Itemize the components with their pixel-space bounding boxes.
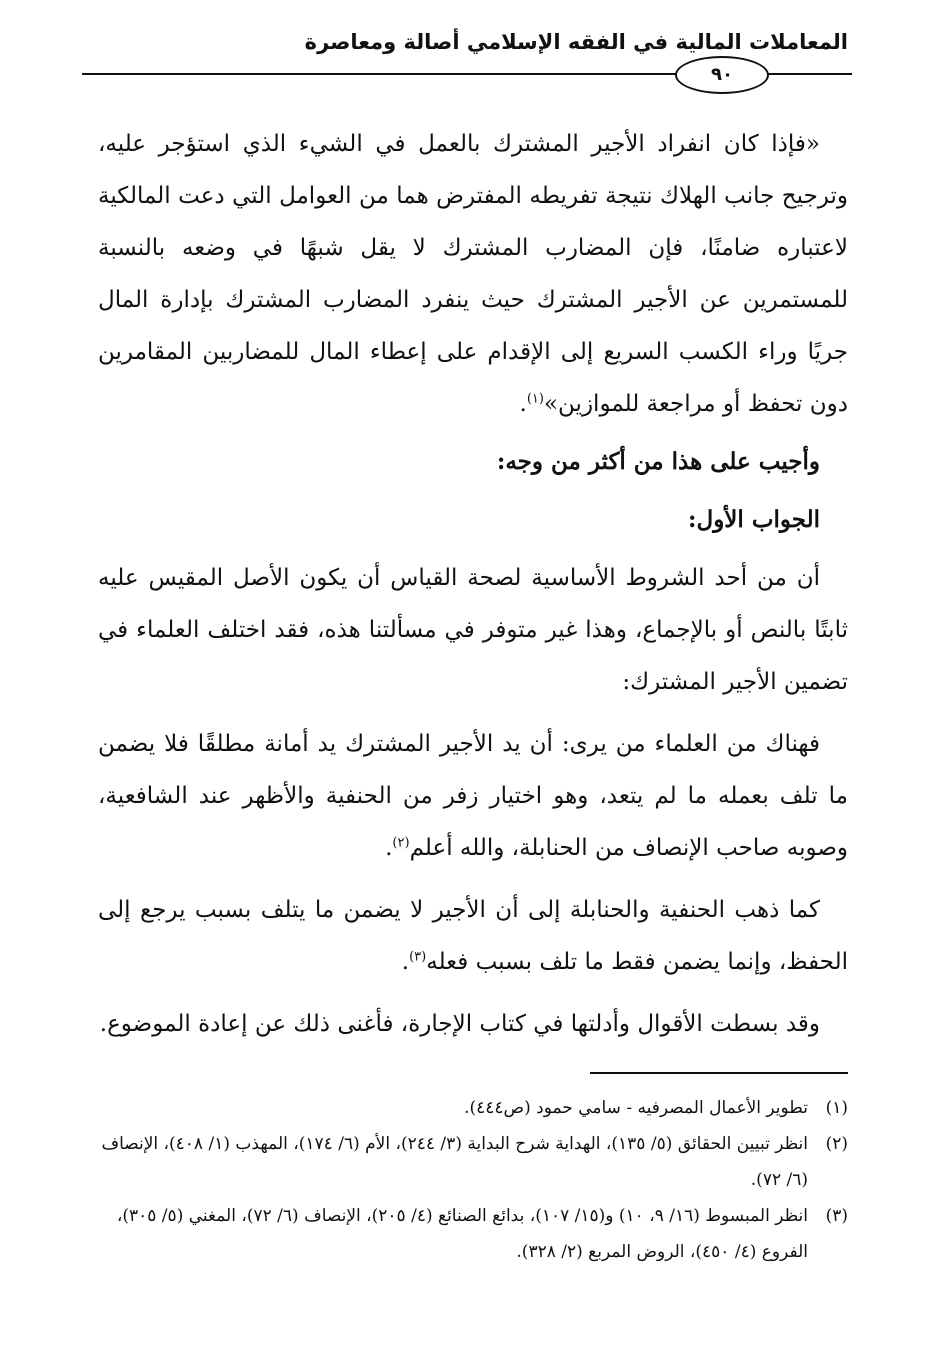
answer-intro: وأجيب على هذا من أكثر من وجه: bbox=[496, 448, 820, 475]
quote-text: «فإذا كان انفراد الأجير المشترك بالعمل في الشيء الذي استؤجر عليه، وترجيح جانب الهلاك نتيجة تفريطه المفترض هما من العوامل التي دعت المالكية لاعتباره ضامنًا، فإن المضارب المشترك لا يقل شبهًا في وضعه بالنسبة للمستمرين عن الأجير المشترك حيث ينفرد المضارب المشترك بإدارة المال جريًا وراء الكسب السريع إلى الإقدام على إعطاء المال للمضاربين المقامرين دون تحفظ أو مراجعة للموازين» bbox=[98, 131, 849, 417]
footnote-text: تطوير الأعمال المصرفيه - سامي حمود (ص٤٤٤). bbox=[464, 1098, 808, 1118]
footnote-ref: (١) bbox=[526, 391, 544, 407]
footnote-number: (٣) bbox=[825, 1206, 848, 1226]
quote-end: . bbox=[519, 391, 527, 417]
footnote-number: (٢) bbox=[825, 1134, 848, 1154]
footnote-item bbox=[88, 1126, 848, 1198]
footnote-rule bbox=[590, 1072, 848, 1074]
footnote-text: انظر تبيين الحقائق (٥/ ١٣٥)، الهداية شرح البداية (٣/ ٢٤٤)، الأم (٦/ ١٧٤)، المهذب (١/ ٤٠٨)، الإنصاف (٦/ ٧٢). bbox=[101, 1134, 808, 1190]
footnote-ref: (٣) bbox=[409, 949, 427, 965]
page-number: ٩٠ bbox=[675, 56, 769, 94]
quote-paragraph bbox=[98, 118, 848, 430]
opinion-two-end: . bbox=[401, 949, 410, 975]
running-title: المعاملات المالية في الفقه الإسلامي أصالة ومعاصرة bbox=[304, 30, 848, 54]
opinion-one-text: فهناك من العلماء من يرى: أن يد الأجير المشترك يد أمانة مطلقًا فلا يضمن ما تلف بعمله ما لم يتعد، وهو اختيار زفر من الحنفية والأظهر عند الشافعية، وصوبه صاحب الإنصاف من الحنابلة، والله أعلم bbox=[98, 731, 848, 861]
footnote-number: (١) bbox=[825, 1098, 848, 1118]
footnote-item bbox=[88, 1090, 848, 1126]
opinion-one-end: . bbox=[385, 835, 393, 861]
closing-paragraph: وقد بسطت الأقوال وأدلتها في كتاب الإجارة، فأغنى ذلك عن إعادة الموضوع. bbox=[99, 1011, 820, 1037]
footnote-item bbox=[88, 1198, 848, 1270]
main-text bbox=[98, 118, 848, 1050]
footnote-ref: (٢) bbox=[392, 835, 410, 851]
footnotes bbox=[88, 1090, 848, 1270]
section-heading: الجواب الأول: bbox=[688, 506, 820, 533]
opinion-one-paragraph bbox=[98, 718, 848, 874]
footnote-text: انظر المبسوط (١٦/ ٩، ١٠) و(١٥/ ١٠٧)، بدائع الصنائع (٤/ ٢٠٥)، الإنصاف (٦/ ٧٢)، المغني (٥/ ٣٠٥)، الفروع (٤/ ٤٥٠)، الروض المربع (٢/ ٣٢٨). bbox=[116, 1206, 808, 1262]
opinion-two-text: كما ذهب الحنفية والحنابلة إلى أن الأجير لا يضمن ما يتلف بسبب يرجع إلى الحفظ، وإنما يضمن فقط ما تلف بسبب فعله bbox=[98, 897, 848, 975]
first-answer-paragraph: أن من أحد الشروط الأساسية لصحة القياس أن يكون الأصل المقيس عليه ثابتًا بالنص أو بالإجماع، وهذا غير متوفر في مسألتنا هذه، فقد اختلف العلماء في تضمين الأجير المشترك: bbox=[98, 565, 848, 695]
opinion-two-paragraph bbox=[98, 884, 848, 988]
